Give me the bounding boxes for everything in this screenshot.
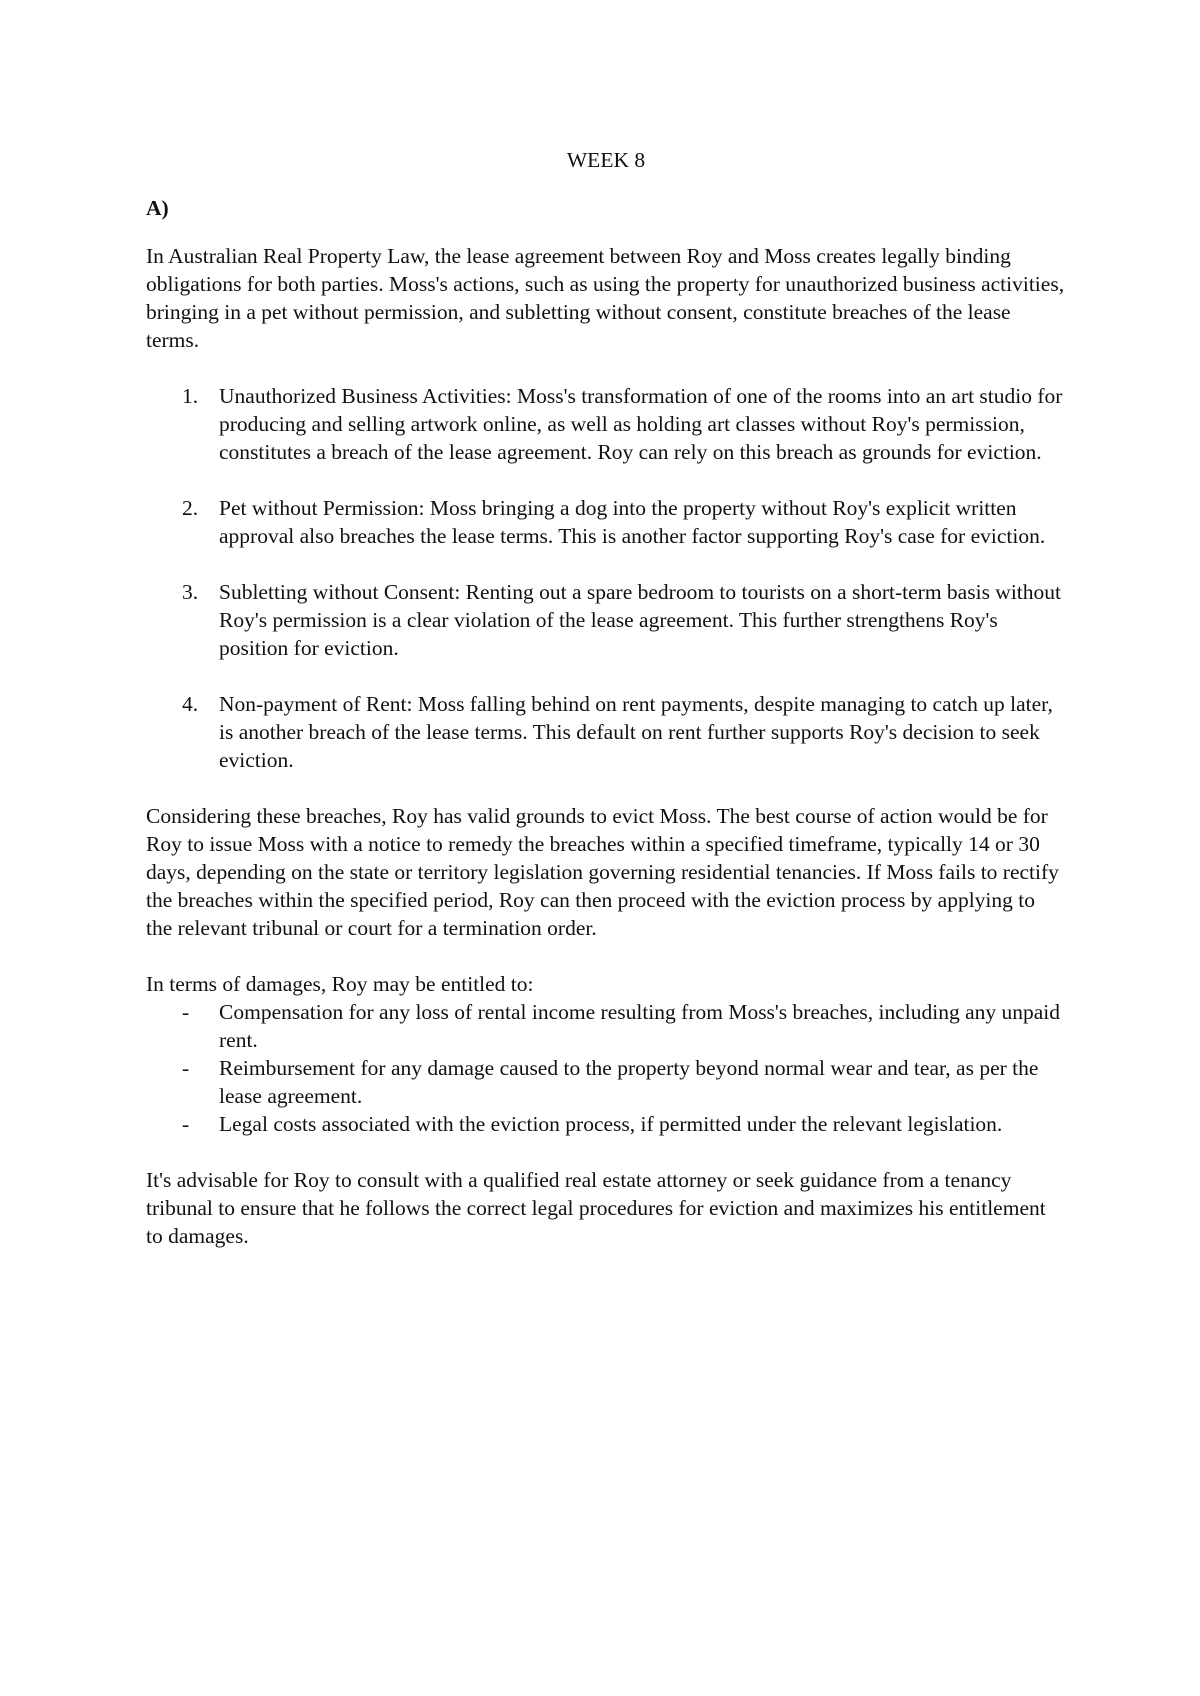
list-item-text: Legal costs associated with the eviction process, if permitted under the relevant legislation. <box>219 1112 1003 1136</box>
list-item <box>146 998 1069 1054</box>
list-item <box>146 578 1069 662</box>
list-dash: - <box>182 1112 190 1136</box>
list-item-text: Unauthorized Business Activities: Moss's transformation of one of the rooms into an art studio for producing and selling artwork online, as well as holding art classes without Roy's permission, constitutes a breach of the lease agreement. Roy can rely on this breach as grounds for eviction. <box>219 384 1063 464</box>
damages-list <box>146 998 1066 1138</box>
list-item-text: Pet without Permission: Moss bringing a dog into the property without Roy's explicit written approval also breaches the lease terms. This is another factor supporting Roy's case for eviction. <box>219 496 1046 548</box>
intro-paragraph: In Australian Real Property Law, the lease agreement between Roy and Moss creates legally binding obligations for both parties. Moss's actions, such as using the property for unauthorized business activities, bringing in a pet without permission, and subletting without consent, constitute breaches of the lease terms. <box>146 244 1065 352</box>
list-number: 1. <box>182 384 199 408</box>
list-number: 3. <box>182 580 199 604</box>
list-item-text: Compensation for any loss of rental income resulting from Moss's breaches, including any unpaid rent. <box>219 1000 1061 1052</box>
list-dash: - <box>182 1056 190 1080</box>
list-item-text: Subletting without Consent: Renting out a spare bedroom to tourists on a short-term basis without Roy's permission is a clear violation of the lease agreement. This further strengthens Roy's position for eviction. <box>219 580 1062 660</box>
considering-paragraph: Considering these breaches, Roy has valid grounds to evict Moss. The best course of action would be for Roy to issue Moss with a notice to remedy the breaches within a specified timeframe, typically 14 or 30 days, depending on the state or territory legislation governing residential tenancies. If Moss fails to rectify the breaches within the specified period, Roy can then proceed with the eviction process by applying to the relevant tribunal or court for a termination order. <box>146 804 1059 940</box>
list-item-text: Non-payment of Rent: Moss falling behind on rent payments, despite managing to catch up later, is another breach of the lease terms. This default on rent further supports Roy's decision to seek eviction. <box>219 692 1053 772</box>
list-item <box>146 382 1069 466</box>
document-page <box>146 146 1066 1278</box>
list-dash: - <box>182 1000 190 1024</box>
conclusion-paragraph: It's advisable for Roy to consult with a qualified real estate attorney or seek guidance from a tenancy tribunal to ensure that he follows the correct legal procedures for eviction and maximizes his entitlement to damages. <box>146 1168 1046 1248</box>
damages-intro: In terms of damages, Roy may be entitled to: <box>146 972 534 996</box>
list-item <box>146 1054 1069 1110</box>
list-number: 4. <box>182 692 199 716</box>
breaches-list <box>146 382 1066 774</box>
section-heading: A) <box>146 196 169 220</box>
list-item-text: Reimbursement for any damage caused to the property beyond normal wear and tear, as per the lease agreement. <box>219 1056 1039 1108</box>
list-item <box>146 1110 1069 1138</box>
list-item <box>146 690 1069 774</box>
page-title: WEEK 8 <box>566 148 646 172</box>
list-number: 2. <box>182 496 199 520</box>
list-item <box>146 494 1069 550</box>
